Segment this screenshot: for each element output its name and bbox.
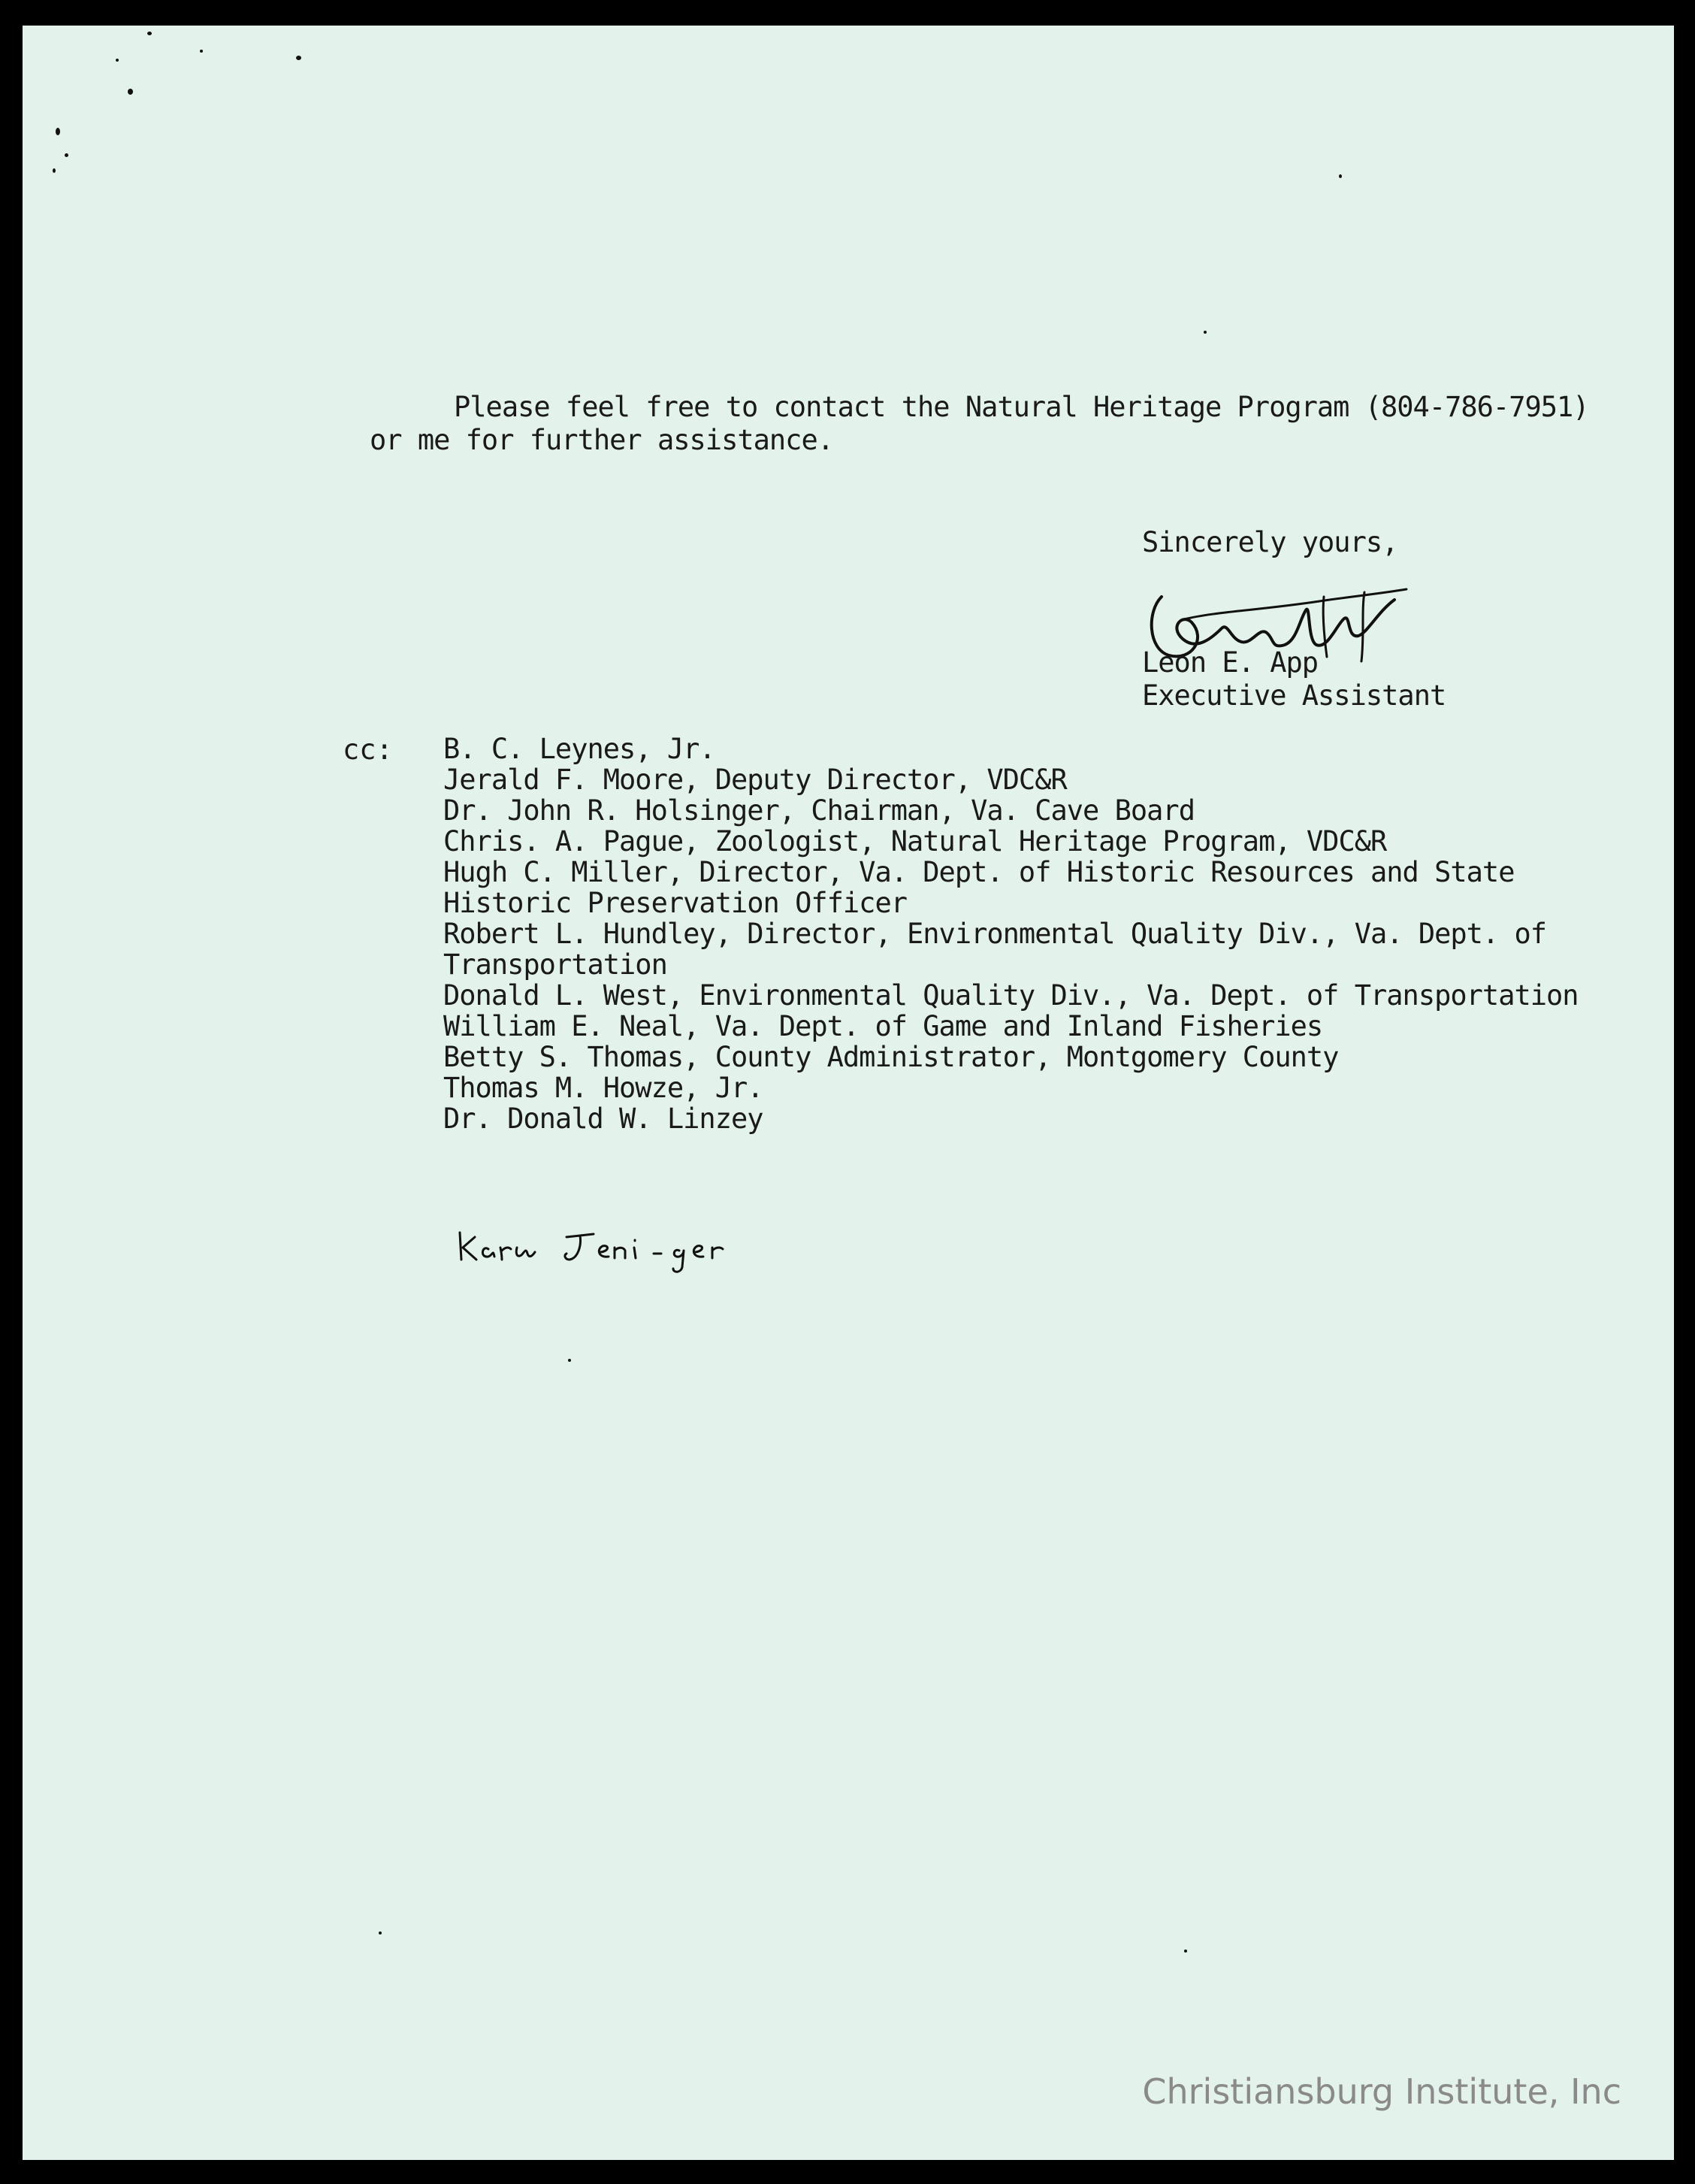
letter-page bbox=[23, 26, 1674, 2160]
archive-watermark: Christiansburg Institute, Inc bbox=[1142, 2071, 1621, 2112]
cc-recipient: Hugh C. Miller, Director, Va. Dept. of Historic Resources and State Historic Preservation Officer bbox=[443, 856, 1515, 919]
speck bbox=[53, 168, 56, 173]
speck bbox=[200, 50, 203, 53]
speck bbox=[296, 56, 301, 60]
closing: Sincerely yours, bbox=[1142, 526, 1398, 558]
cc-list bbox=[443, 734, 1615, 1134]
speck bbox=[1339, 174, 1342, 178]
cc-recipient: Jerald F. Moore, Deputy Director, VDC&R bbox=[443, 764, 1067, 796]
cc-recipient: Dr. Donald W. Linzey bbox=[443, 1103, 763, 1135]
cc-recipient: Thomas M. Howze, Jr. bbox=[443, 1072, 763, 1104]
speck bbox=[1184, 1950, 1187, 1953]
cc-label: cc: bbox=[343, 734, 393, 766]
cc-recipient: Betty S. Thomas, County Administrator, Montgomery County bbox=[443, 1041, 1339, 1073]
cc-recipient: Dr. John R. Holsinger, Chairman, Va. Cave Board bbox=[443, 794, 1195, 827]
signer-name: Leon E. App bbox=[1142, 646, 1319, 679]
speck bbox=[147, 32, 152, 35]
speck bbox=[1204, 331, 1207, 334]
speck bbox=[128, 89, 133, 95]
cc-recipient: Chris. A. Pague, Zoologist, Natural Heritage Program, VDC&R bbox=[443, 825, 1387, 858]
handwritten-note-image bbox=[454, 1218, 777, 1278]
cc-recipient: Robert L. Hundley, Director, Environmental Quality Div., Va. Dept. of Transportation bbox=[443, 918, 1547, 981]
paragraph-line-1: Please feel free to contact the Natural Heritage Program (804-786-7951) bbox=[454, 391, 1589, 423]
cc-recipient: Donald L. West, Environmental Quality Div., Va. Dept. of Transportation bbox=[443, 979, 1579, 1012]
speck bbox=[116, 59, 119, 62]
handwritten-note bbox=[454, 1218, 777, 1281]
speck bbox=[56, 128, 60, 135]
cc-recipient: B. C. Leynes, Jr. bbox=[443, 733, 715, 765]
speck bbox=[379, 1931, 382, 1934]
speck bbox=[65, 153, 68, 157]
paragraph-line-2: or me for further assistance. bbox=[370, 424, 834, 456]
speck bbox=[568, 1359, 571, 1362]
cc-recipient: William E. Neal, Va. Dept. of Game and Inland Fisheries bbox=[443, 1010, 1323, 1042]
signer-title: Executive Assistant bbox=[1142, 679, 1446, 712]
